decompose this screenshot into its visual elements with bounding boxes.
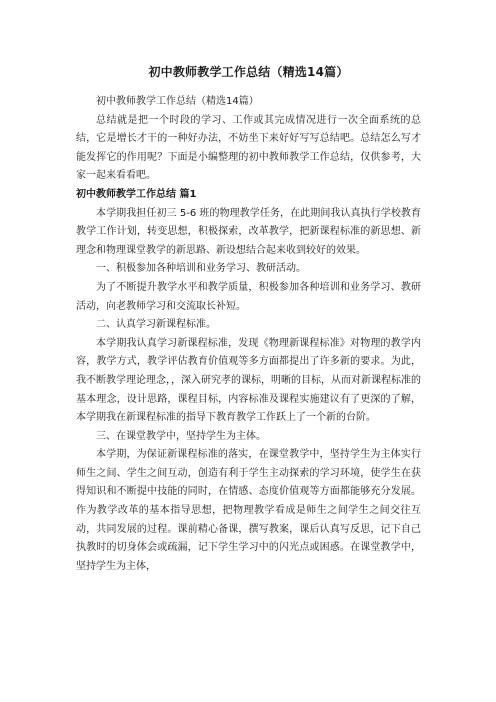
paragraph-intro: 总结就是把一个时段的学习、工作或其完成情况进行一次全面系统的总结，它是增长才干的一种好办法，不妨坐下来好好写写总结吧。总结怎么写才能发挥它的作用呢？下面是小编整理的初中教师教学工作总结，仅供参考，大家一起来看看吧。 — [76, 114, 421, 182]
section-heading: 初中教师教学工作总结 篇1 — [76, 188, 197, 200]
paragraph-point-1: 一、积极参加各种培训和业务学习、教研活动。 — [96, 263, 306, 275]
paragraph-point-3: 三、在课堂教学中，坚持学生为主体。 — [96, 430, 266, 442]
paragraph-body: 本学期我担任初三 5-6 班的物理教学任务，在此期间我认真执行学校教育教学工作计划，转变思想，积极探索，改革教学，把新课程标准的新思想、新理念和物理课堂教学的新思路、新设想结合起来收到较好的效果。 — [76, 207, 421, 256]
paragraph-body: 本学期我认真学习新课程标准，发现《物理新课程标准》对物理的教学内容，教学方式，教学评估教育价值观等多方面都提出了许多新的要求。为此，我不断教学理论理念，，深入研究孝的课标，明晰的目标，从而对新课程标准的基本理念，设计思路，课程目标，内容标准及课程实施建议有了更深的了解，本学期我在新课程标准的指导下教育教学工作跃上了一个新的台阶。 — [76, 337, 421, 424]
document-title: 初中教师教学工作总结（精选14篇） — [148, 65, 349, 79]
paragraph-body: 为了不断提升教学水平和教学质量，积极参加各种培训和业务学习、教研活动，向老教师学习和交流取长补短。 — [76, 281, 421, 312]
paragraph-point-2: 二、认真学习新课程标准。 — [96, 319, 216, 331]
paragraph-body: 本学期，为保证新课程标准的落实，在课堂教学中，坚持学生为主体实行师生之间、学生之间互动，创造有利于学生主动探索的学习环境，使学生在获得知识和不断提中技能的同时，在情感、态度价值观等方面都能够充分发展。作为教学改革的基本指导思想，把物理教学看成是师生之间学生之间交往互动，共同发展的过程。课前精心备课，撰写教案，课后认真写反思，记下自己执教时的切身体会或疏漏，记下学生学习中的闪光点或困惑。在课堂教学中，坚持学生为主体， — [76, 449, 421, 572]
paragraph-subtitle: 初中教师教学工作总结（精选14篇） — [96, 96, 259, 107]
